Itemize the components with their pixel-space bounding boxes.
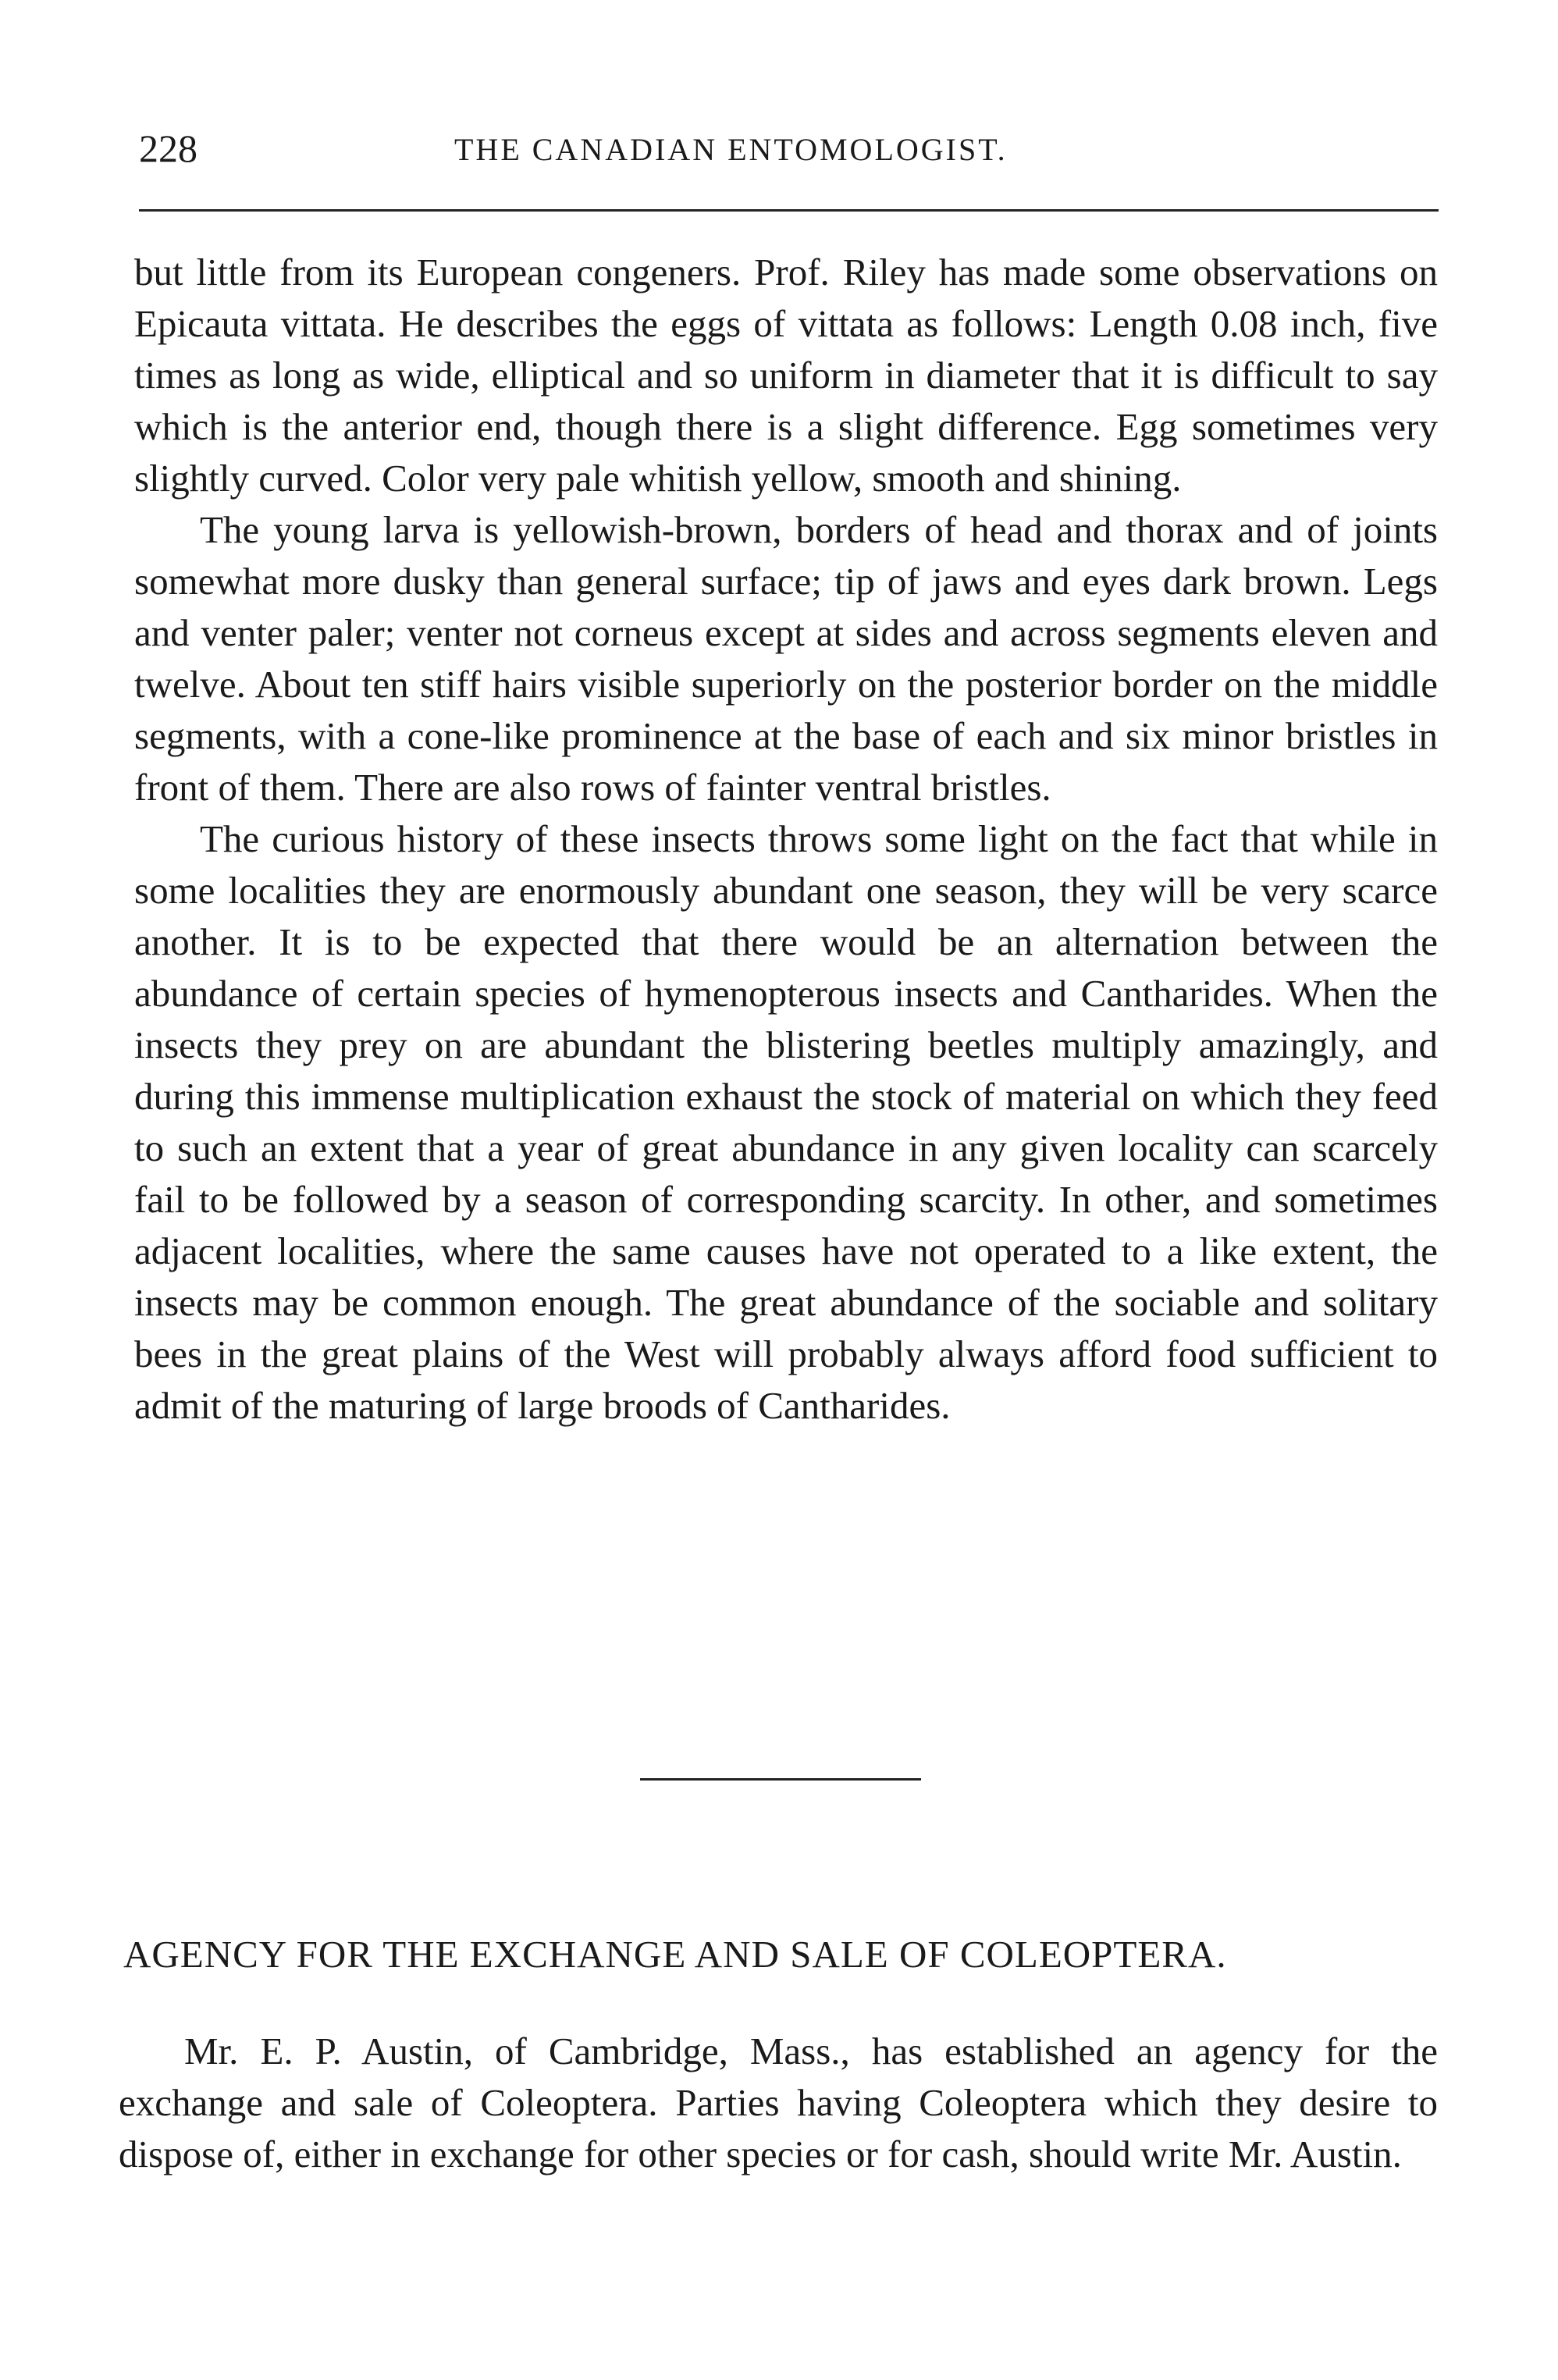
article-paragraph-3: The curious history of these insects throws some light on the fact that while in some localities they are enormously abundant one season, they will be very scarce another. It is to be expected that there would be an alternation between the abundance of certain species of hymenopterous insects and Cantharides. When the insects they prey on are abundant the blistering beetles multiply amazingly, and during this immense multiplication exhaust the stock of material on which they feed to such an extent that a year of great abundance in any given locality can scarcely fail to be followed by a season of corresponding scarcity. In other, and sometimes adjacent localities, where the same causes have not operated to a like extent, the insects may be common enough. The great abundance of the sociable and solitary bees in the great plains of the West will probably always afford food sufficient to admit of the maturing of large broods of Cantharides. [134, 817, 1438, 1427]
section-divider [640, 1778, 921, 1781]
article-paragraph-2: The young larva is yellowish-brown, borders of head and thorax and of joints somewhat more dusky than general surface; tip of jaws and eyes dark brown. Legs and venter paler; venter not corneus except at sides and across segments eleven and twelve. About ten stiff hairs visible superiorly on the posterior border on the middle segments, with a cone-like prominence at the base of each and six minor bristles in front of them. There are also rows of fainter ventral bristles. [134, 508, 1438, 809]
notice-body [119, 2026, 1438, 2180]
page-number: 228 [139, 126, 197, 170]
article-body [134, 247, 1438, 1432]
running-head [139, 125, 1442, 172]
journal-title: THE CANADIAN ENTOMOLOGIST. [454, 132, 1008, 167]
header-rule [139, 209, 1439, 212]
article-paragraph-1: but little from its European congeners. Prof. Riley has made some observations on Epicauta vittata. He describes the eggs of vittata as follows: Length 0.08 inch, five times as long as wide, elliptical and so uniform in diameter that it is difficult to say which is the anterior end, though there is a slight difference. Egg sometimes very slightly curved. Color very pale whitish yellow, smooth and shining. [134, 251, 1438, 500]
notice-paragraph: Mr. E. P. Austin, of Cambridge, Mass., has established an agency for the exchange and sale of Coleoptera. Parties having Coleoptera which they desire to dispose of, either in exchange for other species or for cash, should write Mr. Austin. [119, 2030, 1438, 2175]
notice-heading: AGENCY FOR THE EXCHANGE AND SALE OF COLEOPTERA. [123, 1933, 1227, 1976]
